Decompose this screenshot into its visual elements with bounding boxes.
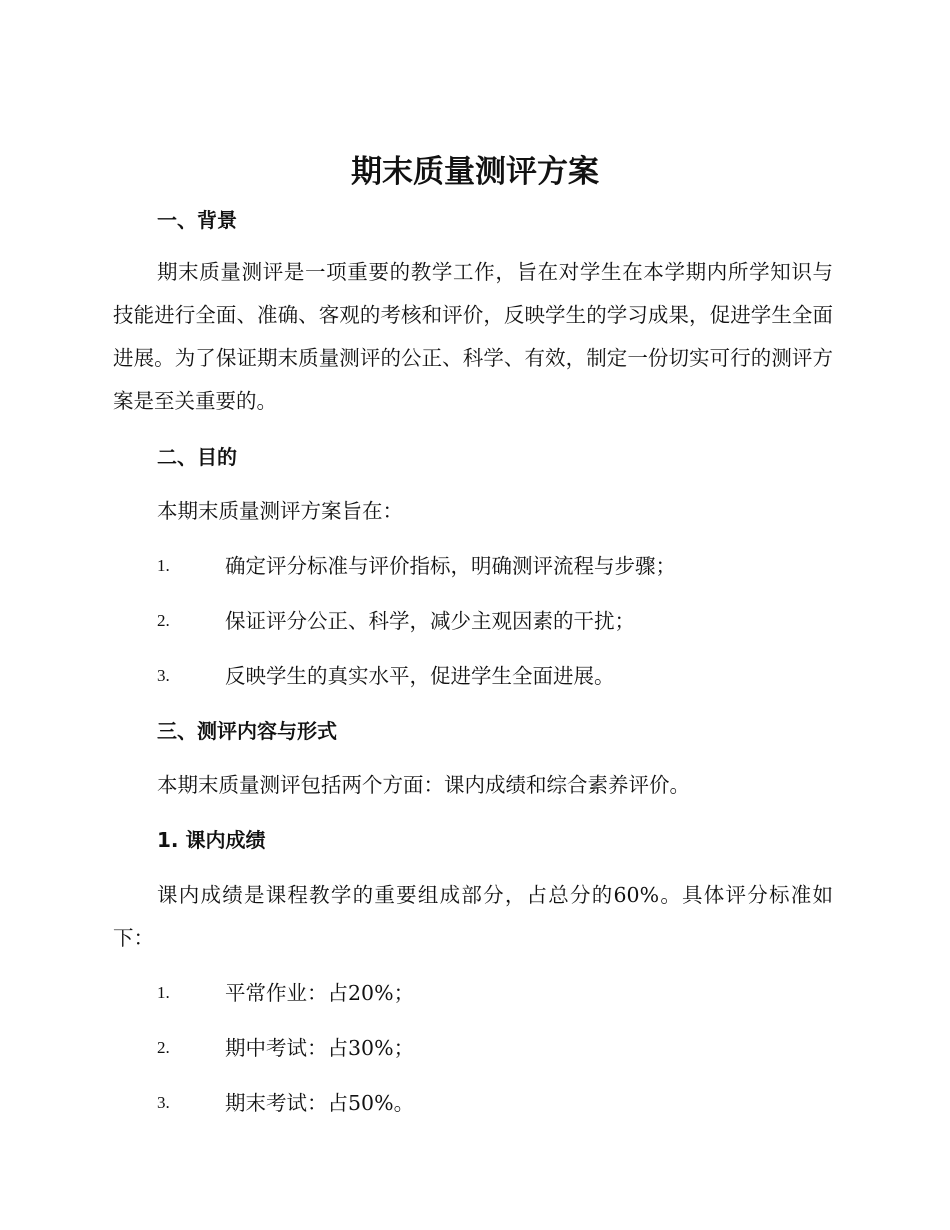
list-item-text: 确定评分标准与评价指标，明确测评流程与步骤；	[225, 554, 676, 578]
document-title: 期末质量测评方案	[351, 154, 599, 190]
list-item-number: 3.	[157, 666, 170, 685]
class-grades-paragraph: 课内成绩是课程教学的重要组成部分，占总分的60%。具体评分标准如下：	[113, 883, 833, 950]
list-item-number: 1.	[157, 983, 170, 1002]
content-form-intro: 本期末质量测评包括两个方面：课内成绩和综合素养评价。	[157, 773, 690, 797]
list-item-text: 保证评分公正、科学，减少主观因素的干扰；	[225, 609, 635, 633]
section-heading-purpose: 二、目的	[157, 445, 237, 469]
list-item-number: 2.	[157, 611, 170, 630]
list-item-number: 1.	[157, 556, 170, 575]
list-item-number: 2.	[157, 1038, 170, 1057]
list-item-text: 期末考试：占50%。	[225, 1091, 415, 1115]
list-item-number: 3.	[157, 1093, 170, 1112]
list-item-text: 平常作业：占20%；	[225, 981, 415, 1005]
list-item-text: 期中考试：占30%；	[225, 1036, 415, 1060]
background-paragraph: 期末质量测评是一项重要的教学工作，旨在对学生在本学期内所学知识与技能进行全面、准确、客观的考核和评价，反映学生的学习成果，促进学生全面进展。为了保证期末质量测评的公正、科学、有效，制定一份切实可行的测评方案是至关重要的。	[113, 260, 833, 413]
list-item-text: 反映学生的真实水平，促进学生全面进展。	[225, 664, 615, 688]
section-heading-content-form: 三、测评内容与形式	[157, 719, 337, 743]
section-heading-background: 一、背景	[157, 208, 237, 232]
subsection-heading-class-grades: 1. 课内成绩	[157, 828, 266, 852]
purpose-intro: 本期末质量测评方案旨在：	[157, 499, 403, 523]
